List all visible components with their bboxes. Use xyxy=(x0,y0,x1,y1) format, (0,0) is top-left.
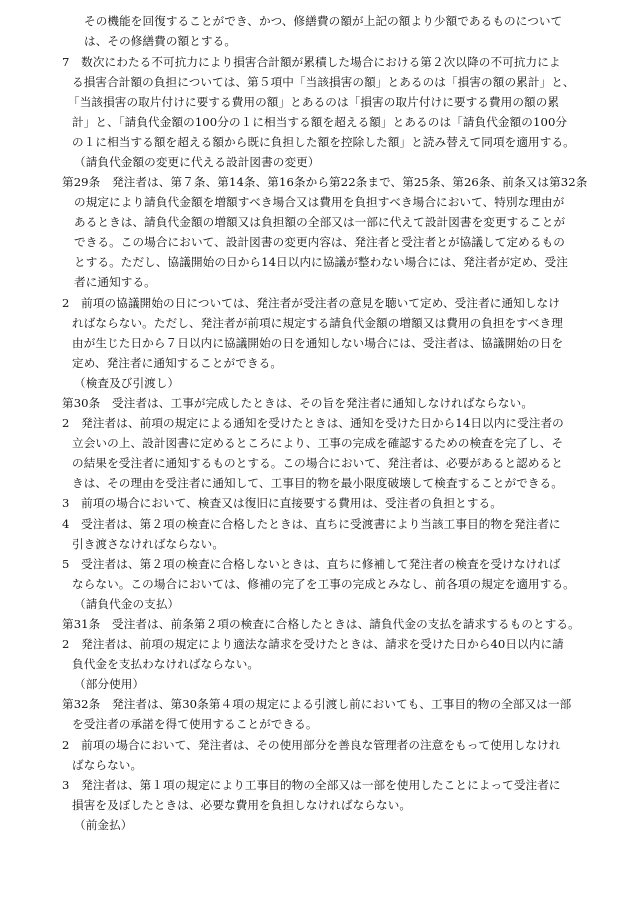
text-line-content: 第30条 受注者は、工事が完成したときは、その旨を発注者に通知しなければならない。 xyxy=(62,396,534,410)
text-line xyxy=(0,634,630,654)
text-line-content: 2 発注者は、前項の規定により適法な請求を受けたときは、請求を受けた日から40日以内に請 xyxy=(62,637,564,651)
text-line-content: の規定により請負代金額を増額すべき場合又は費用を負担すべき場合において、特別な理由が xyxy=(74,195,565,209)
text-line xyxy=(0,473,630,493)
text-line-content: を受注者の承諾を得て使用することができる。 xyxy=(72,717,318,731)
text-line-content: 4 受注者は、第２項の検査に合格したときは、直ちに受渡書により当該工事目的物を発注者に xyxy=(62,517,561,531)
text-line-content: ならない。この場合においては、修補の完了を工事の完成とみなし、前各項の規定を適用する。 xyxy=(72,577,575,591)
text-line xyxy=(0,313,630,333)
text-line xyxy=(0,192,630,212)
text-line-content: 2 発注者は、前項の規定による通知を受けたときは、通知を受けた日から14日以内に受注者の xyxy=(62,416,564,430)
text-line xyxy=(0,735,630,755)
text-line xyxy=(0,795,630,815)
text-line xyxy=(0,453,630,473)
text-line xyxy=(0,654,630,674)
text-line-content: ばならない。 xyxy=(72,758,143,772)
section-heading-text: （部分使用） xyxy=(74,677,145,691)
text-line-content: 引き渡さなければならない。 xyxy=(72,537,225,551)
article-line xyxy=(0,393,630,413)
text-line-content: 損害を及ぼしたときは、必要な費用を負担しなければならない。 xyxy=(72,798,412,812)
text-line-content: 負代金を支払わなければならない。 xyxy=(72,657,260,671)
section-heading-text: （前金払） xyxy=(74,818,133,832)
text-line-content: きは、その理由を受注者に通知して、工事目的物を最小限度破壊して検査することができる。 xyxy=(72,476,563,490)
text-line-content: とする。ただし、協議開始の日から14日以内に協議が整わない場合には、発注者が定め、受注 xyxy=(74,255,568,269)
section-heading xyxy=(0,373,630,393)
text-line xyxy=(0,31,630,51)
text-line xyxy=(0,755,630,775)
section-heading xyxy=(0,152,630,172)
text-line xyxy=(0,353,630,373)
text-line xyxy=(0,333,630,353)
text-line-content: ればならない。ただし、発注者が前項に規定する請負代金額の増額又は費用の負担をすべき理 xyxy=(72,316,563,330)
text-line xyxy=(0,272,630,292)
text-line-content: 立会いの上、設計図書に定めるところにより、工事の完成を確認するための検査を完了し、そ xyxy=(72,436,564,450)
text-line xyxy=(0,514,630,534)
text-line xyxy=(0,72,630,92)
text-line xyxy=(0,112,630,132)
text-line-content: 2 前項の協議開始の日については、発注者が受注者の意見を聴いて定め、受注者に通知しなけ xyxy=(62,296,560,310)
section-heading-text: （検査及び引渡し） xyxy=(74,376,180,390)
article-line xyxy=(0,172,630,192)
text-line-content: 7 数次にわたる不可抗力により損害合計額が累積した場合における第２次以降の不可抗力によ xyxy=(62,55,561,69)
text-line xyxy=(0,11,630,31)
text-line xyxy=(0,574,630,594)
text-line xyxy=(0,52,630,72)
text-line-content: あるときは、請負代金額の増額又は負担額の全部又は一部に代えて設計図書を変更することが xyxy=(74,215,566,229)
text-line-content: 第32条 発注者は、第30条第４項の規定による引渡し前においても、工事目的物の全部又は一部 xyxy=(62,697,572,711)
text-line xyxy=(0,232,630,252)
section-heading-text: （請負代金の支払） xyxy=(74,597,180,611)
text-line-content: 「当該損害の取片付けに要する費用の額」とあるのは「損害の取片付けに要する費用の額の累 xyxy=(68,95,560,109)
text-line-content: できる。この場合において、設計図書の変更内容は、発注者と受注者とが協議して定めるもの xyxy=(74,235,565,249)
section-heading xyxy=(0,594,630,614)
text-line xyxy=(0,252,630,272)
text-line-content: 由が生じた日から７日以内に協議開始の日を通知しない場合には、受注者は、協議開始の日を xyxy=(72,336,564,350)
text-line-content: は、その修繕費の額とする。 xyxy=(84,34,237,48)
text-line-content: 計」と、「請負代金額の100分の１に相当する額を超える額」とあるのは「請負代金額の100分 xyxy=(72,115,568,129)
text-line xyxy=(0,433,630,453)
text-line-content: 第31条 受注者は、前条第２項の検査に合格したときは、請負代金の支払を請求するものとする。 xyxy=(62,617,580,631)
text-line xyxy=(0,493,630,513)
text-line-content: その機能を回復することができ、かつ、修繕費の額が上記の額より少額であるものについて xyxy=(84,14,563,28)
text-line-content: 第29条 発注者は、第７条、第14条、第16条から第22条まで、第25条、第26条、前条又は第32条 xyxy=(62,175,588,189)
text-line xyxy=(0,132,630,152)
text-line xyxy=(0,293,630,313)
text-line xyxy=(0,212,630,232)
text-line-content: 者に通知する。 xyxy=(74,275,156,289)
article-line xyxy=(0,694,630,714)
text-line xyxy=(0,413,630,433)
text-line-content: の結果を受注者に通知するものとする。この場合において、発注者は、必要があると認めると xyxy=(72,456,563,470)
text-line xyxy=(0,534,630,554)
text-line-content: 3 前項の場合において、検査又は復旧に直接要する費用は、受注者の負担とする。 xyxy=(62,496,502,510)
text-line-content: 定め、発注者に通知することができる。 xyxy=(72,356,283,370)
text-line-content: 3 発注者は、第１項の規定により工事目的物の全部又は一部を使用したことによって受注者に xyxy=(62,778,561,792)
text-line xyxy=(0,554,630,574)
section-heading xyxy=(0,674,630,694)
text-line-content: る損害合計額の負担については、第５項中「当該損害の額」とあるのは「損害の額の累計」と、 xyxy=(72,75,575,89)
text-line-content: の１に相当する額を超える額から既に負担した額を控除した額」と読み替えて同項を適用する。 xyxy=(72,135,575,149)
text-line xyxy=(0,92,630,112)
article-line xyxy=(0,614,630,634)
text-line xyxy=(0,714,630,734)
section-heading xyxy=(0,815,630,835)
text-line-content: 5 受注者は、第２項の検査に合格しないときは、直ちに修補して発注者の検査を受けなければ xyxy=(62,557,561,571)
text-line-content: 2 前項の場合において、発注者は、その使用部分を善良な管理者の注意をもって使用しなけれ xyxy=(62,738,561,752)
section-heading-text: （請負代金額の変更に代える設計図書の変更） xyxy=(74,155,320,169)
text-line xyxy=(0,775,630,795)
